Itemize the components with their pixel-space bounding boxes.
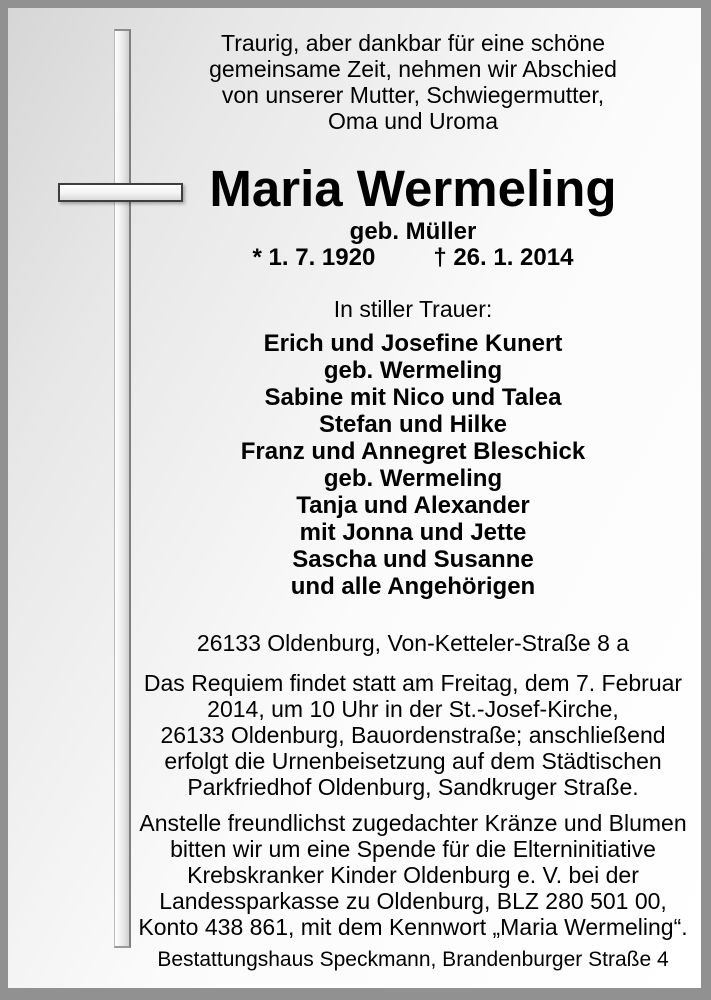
text-line: Parkfriedhof Oldenburg, Sandkruger Straße. (187, 774, 639, 800)
birth-date: * 1. 7. 1920 (252, 244, 376, 271)
text-line: 26133 Oldenburg, Bauordenstraße; anschließend (160, 722, 666, 748)
text-line: Stefan und Hilke (318, 411, 508, 438)
text-line: Sabine mit Nico und Talea (264, 384, 562, 411)
text-line: mit Jonna und Jette (299, 519, 527, 546)
text-line: Sascha und Susanne (292, 546, 534, 573)
address-line: 26133 Oldenburg, Von-Ketteler-Straße 8 a (196, 630, 630, 656)
text-line: Oma und Uroma (327, 108, 498, 134)
text-line: bitten wir um eine Spende für die Elterninitiative (170, 836, 656, 862)
text-line: Anstelle freundlichst zugedachter Kränze und Blumen (139, 810, 687, 836)
service-info (125, 670, 701, 800)
text-line: erfolgt die Urnenbeisetzung auf dem Städtischen (164, 748, 662, 774)
deceased-name: Maria Wermeling (209, 160, 617, 217)
text-line: Konto 438 861, mit dem Kennwort „Maria Wermeling“. (138, 914, 688, 940)
notice-content (125, 0, 701, 1000)
text-line: gemeinsame Zeit, nehmen wir Abschied (209, 56, 617, 82)
text-line: und alle Angehörigen (290, 573, 536, 600)
maiden-name: geb. Müller (349, 218, 477, 245)
intro-text (125, 30, 701, 134)
text-line: geb. Wermeling (323, 357, 503, 384)
text-line: von unserer Mutter, Schwiegermutter, (221, 82, 605, 108)
text-line: 2014, um 10 Uhr in der St.-Josef-Kirche, (207, 696, 619, 722)
donation-info (125, 810, 701, 940)
text-line: geb. Wermeling (323, 465, 503, 492)
text-line: Tanja und Alexander (296, 492, 530, 519)
text-line: Landessparkasse zu Oldenburg, BLZ 280 501 00, (159, 888, 667, 914)
mourners-list (125, 330, 701, 600)
text-line: Traurig, aber dankbar für eine schöne (221, 30, 605, 56)
text-line: Erich und Josefine Kunert (263, 330, 563, 357)
death-date: † 26. 1. 2014 (433, 244, 574, 271)
mourning-heading: In stiller Trauer: (333, 296, 493, 322)
life-dates (125, 245, 701, 271)
funeral-home-line: Bestattungshaus Speckmann, Brandenburger Straße 4 (157, 948, 669, 971)
text-line: Franz und Annegret Bleschick (240, 438, 586, 465)
text-line: Das Requiem findet statt am Freitag, dem 7. Februar (143, 670, 683, 696)
text-line: Krebskranker Kinder Oldenburg e. V. bei der (187, 862, 639, 888)
